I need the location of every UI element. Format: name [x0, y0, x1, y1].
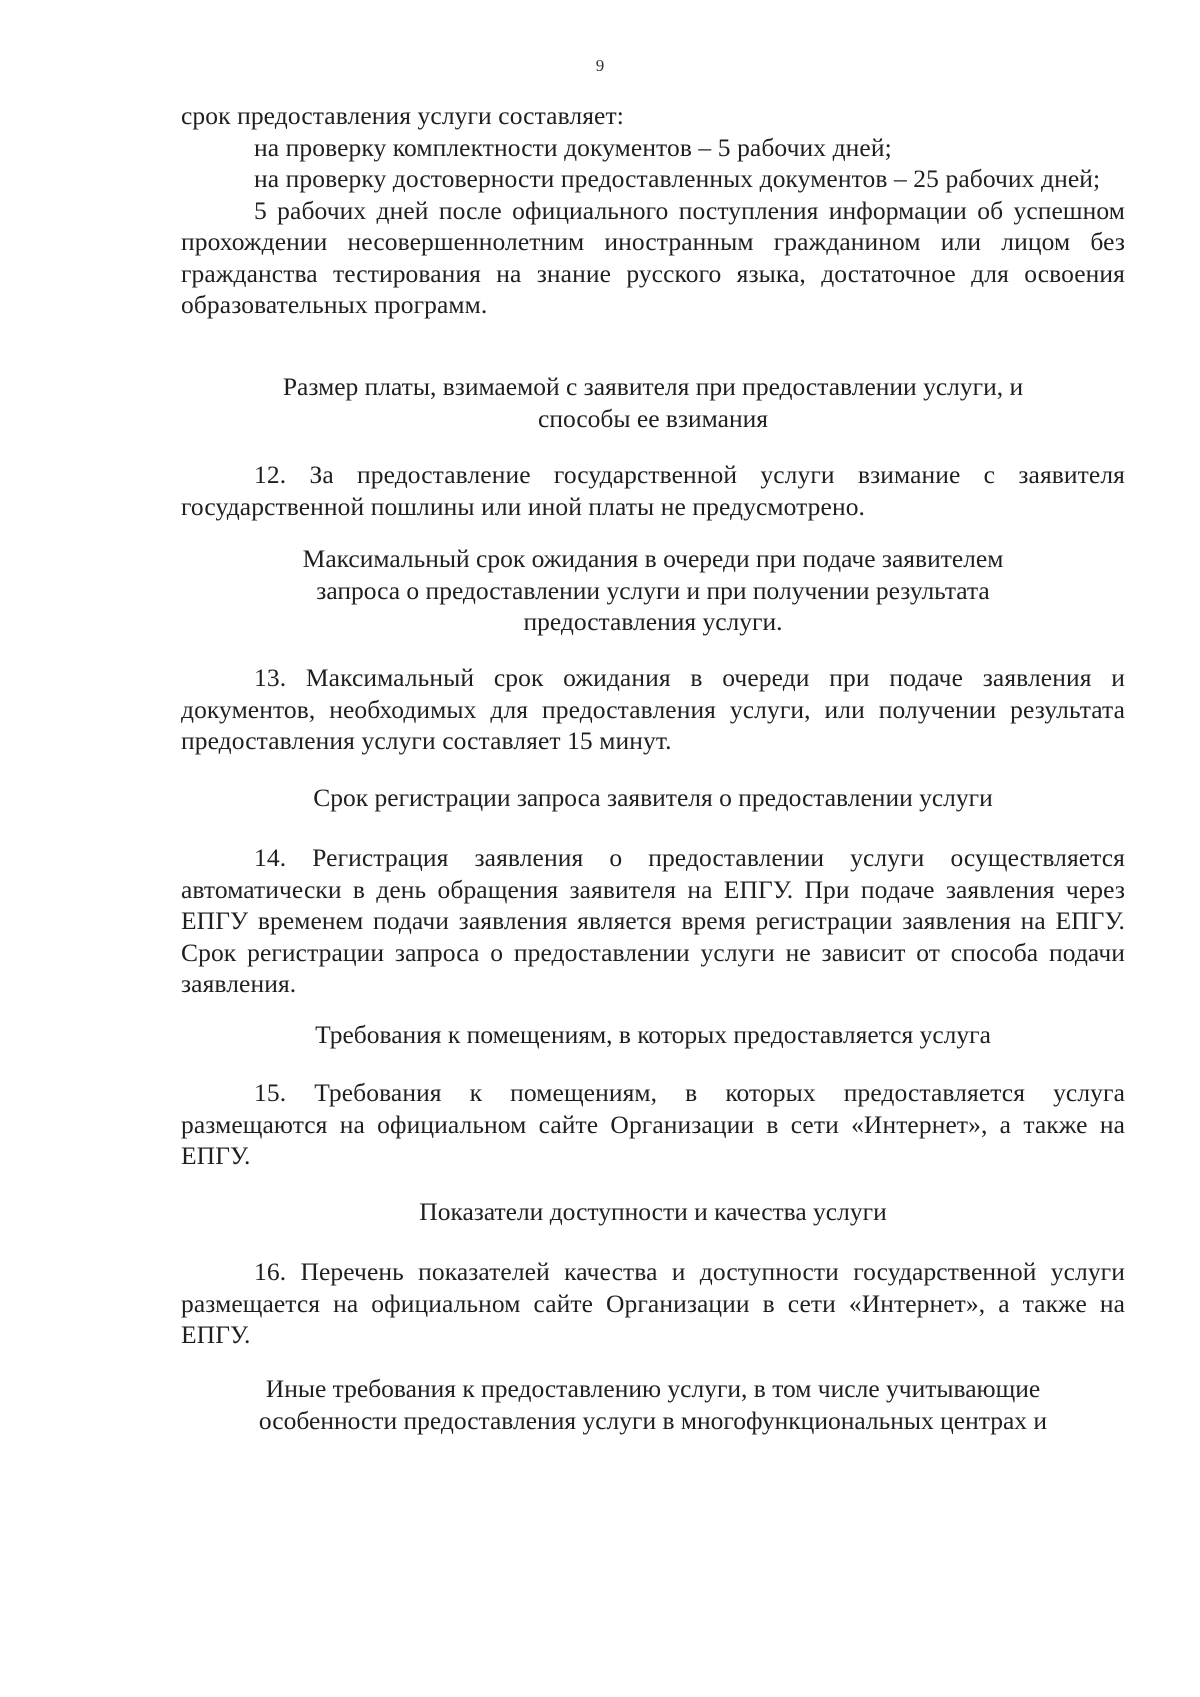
paragraph-text: 16. Перечень показателей качества и доступности государственной услуги размещается на официальном сайте Организации в сети «Интернет», а также на ЕПГУ. [181, 1257, 1125, 1349]
heading-line: Показатели доступности и качества услуги [419, 1197, 887, 1226]
paragraph-16 [181, 1256, 1125, 1351]
section-heading-other-requirements [181, 1373, 1125, 1436]
section-heading-fee [181, 371, 1125, 434]
paragraph-text: 12. За предоставление государственной услуги взимание с заявителя государственной пошлины или иной платы не предусмотрено. [181, 460, 1125, 521]
paragraph-text: 14. Регистрация заявления о предоставлении услуги осуществляется автоматически в день обращения заявителя на ЕПГУ. При подаче заявления через ЕПГУ временем подачи заявления является время регистрации заявления на ЕПГУ. Срок регистрации запроса о предоставлении услуги не зависит от способа подачи заявления. [181, 843, 1125, 998]
paragraph-text: 15. Требования к помещениям, в которых предоставляется услуга размещаются на официальном сайте Организации в сети «Интернет», а также на ЕПГУ. [181, 1078, 1125, 1170]
intro-block [181, 100, 1125, 321]
section-heading-quality [181, 1196, 1125, 1228]
heading-line: способы ее взимания [538, 403, 768, 433]
intro-item-3: 5 рабочих дней после официального поступления информации об успешном прохождении несовершеннолетним иностранным гражданином или лицом без гражданства тестирования на знание русского языка, достаточное для освоения образовательных программ. [181, 195, 1125, 319]
intro-item-1: на проверку комплектности документов – 5 рабочих дней; [254, 132, 892, 162]
heading-line: Иные требования к предоставлению услуги, в том числе учитывающие [265, 1374, 1041, 1403]
paragraph-12 [181, 459, 1125, 522]
paragraph-text: 13. Максимальный срок ожидания в очереди при подаче заявления и документов, необходимых для предоставления услуги, или получении результата предоставления услуги составляет 15 минут. [181, 663, 1125, 755]
paragraph-14 [181, 842, 1125, 1000]
section-heading-registration [181, 782, 1125, 814]
heading-line: Требования к помещениям, в которых предоставляется услуга [315, 1020, 991, 1049]
heading-line: Максимальный срок ожидания в очереди при подаче заявителем [302, 544, 1004, 573]
section-heading-queue [181, 543, 1125, 638]
heading-line: запроса о предоставлении услуги и при получении результата [316, 575, 990, 605]
section-heading-premises [181, 1019, 1125, 1051]
heading-line: особенности предоставления услуги в многофункциональных центрах и [258, 1405, 1048, 1435]
heading-line: предоставления услуги. [523, 607, 783, 636]
page-number: 9 [595, 56, 605, 75]
heading-line: Размер платы, взимаемой с заявителя при предоставлении услуги, и [282, 372, 1024, 401]
intro-item-2: на проверку достоверности предоставленных документов – 25 рабочих дней; [254, 164, 1101, 193]
heading-line: Срок регистрации запроса заявителя о предоставлении услуги [313, 783, 993, 812]
paragraph-13 [181, 662, 1125, 757]
intro-line: срок предоставления услуги составляет: [181, 101, 624, 130]
paragraph-15 [181, 1077, 1125, 1172]
